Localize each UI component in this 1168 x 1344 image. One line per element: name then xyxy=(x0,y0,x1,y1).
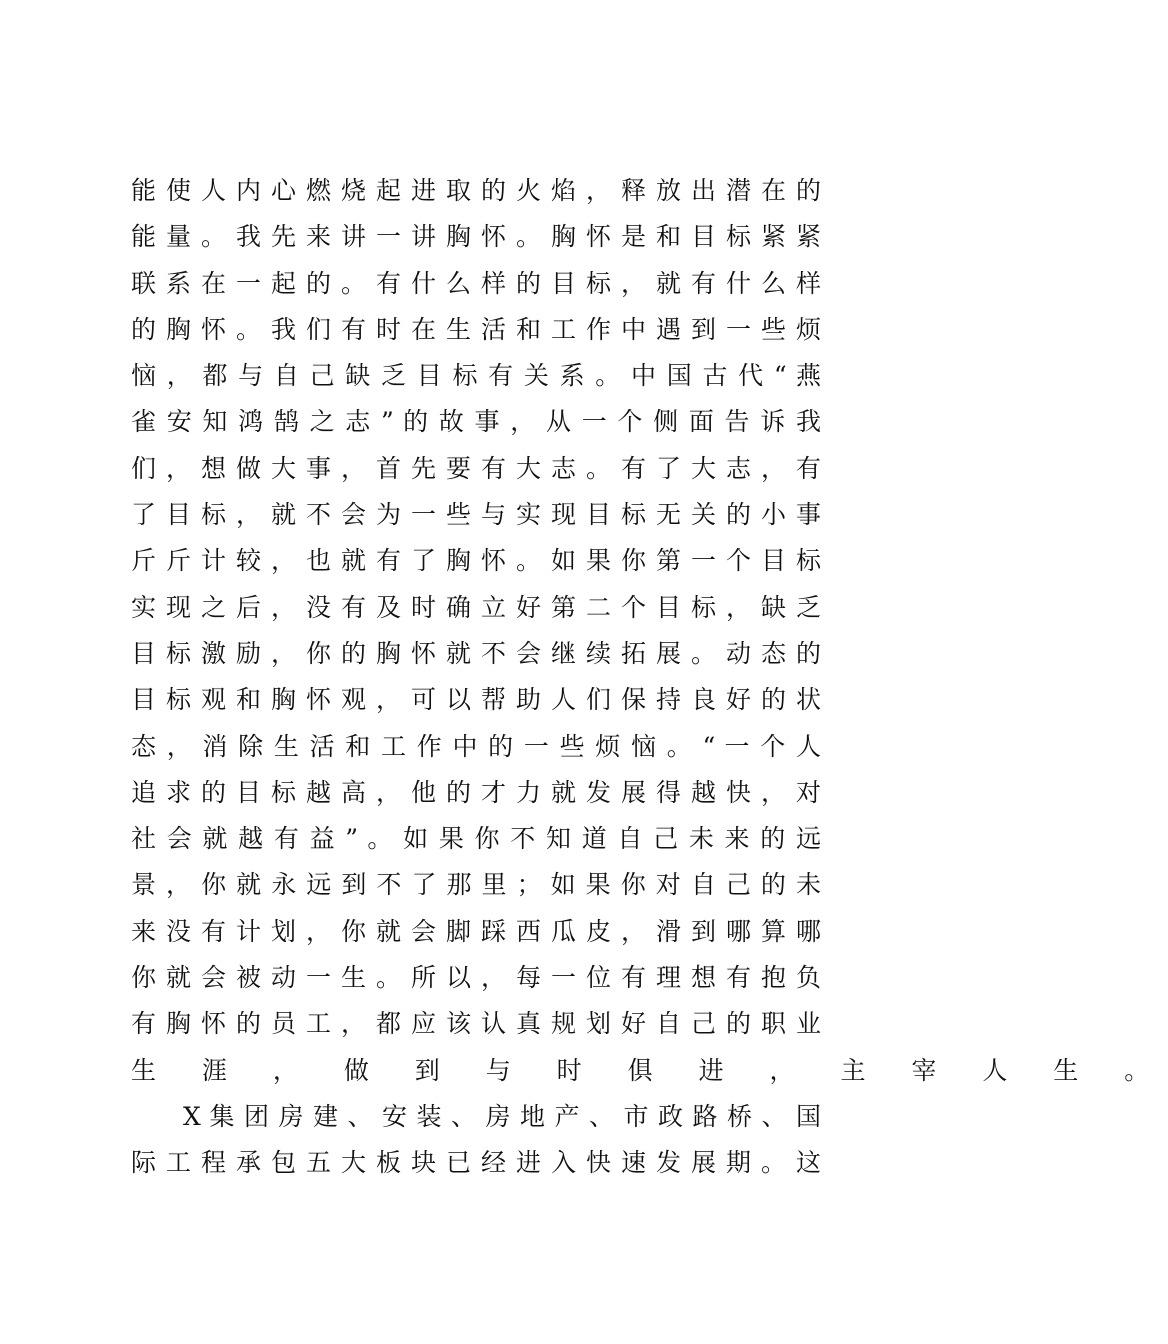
text-line: 联 系 在 一 起 的 。 有 什 么 样 的 目 标 ， 就 有 什 么 样 xyxy=(131,268,821,298)
text-line: 你 就 会 被 动 一 生 。 所 以 ， 每 一 位 有 理 想 有 抱 负 xyxy=(131,963,821,993)
text-line: 追 求 的 目 标 越 高 ， 他 的 才 力 就 发 展 得 越 快 ， 对 xyxy=(131,777,821,807)
text-line: 社 会 就 越 有 益 ” 。 如 果 你 不 知 道 自 己 未 来 的 远 xyxy=(131,824,821,854)
text-line: 实 现 之 后 ， 没 有 及 时 确 立 好 第 二 个 目 标 ， 缺 乏 xyxy=(131,592,821,622)
text-line: 们 ， 想 做 大 事 ， 首 先 要 有 大 志 。 有 了 大 志 ， 有 xyxy=(131,453,821,483)
text-line: 景 ， 你 就 永 远 到 不 了 那 里 ； 如 果 你 对 自 己 的 未 xyxy=(131,870,821,900)
text-line: 能 使 人 内 心 燃 烧 起 进 取 的 火 焰 ， 释 放 出 潜 在 的 xyxy=(131,176,821,205)
text-line: 际 工 程 承 包 五 大 板 块 已 经 进 入 快 速 发 展 期 。 这 xyxy=(131,1148,821,1178)
text-line: 了 目 标 ， 就 不 会 为 一 些 与 实 现 目 标 无 关 的 小 事 xyxy=(131,500,821,530)
text-line: 恼 ， 都 与 自 己 缺 乏 目 标 有 关 系 。 中 国 古 代 “ 燕 xyxy=(131,361,821,391)
text-line-last: 生 涯 ， 做 到 与 时 俱 进 ， 主 宰 人 生 。 xyxy=(131,1055,1168,1085)
text-line: 的 胸 怀 。 我 们 有 时 在 生 活 和 工 作 中 遇 到 一 些 烦 xyxy=(131,314,821,344)
paragraph-1 xyxy=(131,168,1168,1094)
text-line: 目 标 激 励 ， 你 的 胸 怀 就 不 会 继 续 拓 展 。 动 态 的 xyxy=(131,638,821,668)
text-line: 能 量 。 我 先 来 讲 一 讲 胸 怀 。 胸 怀 是 和 目 标 紧 紧 xyxy=(131,222,821,252)
paragraph-2 xyxy=(131,1094,821,1187)
body-text xyxy=(131,168,1168,1187)
text-line: 雀 安 知 鸿 鹄 之 志 ” 的 故 事 ， 从 一 个 侧 面 告 诉 我 xyxy=(131,407,821,437)
text-line-indented: X 集 团 房 建 、 安 装 、 房 地 产 、 市 政 路 桥 、 国 xyxy=(183,1101,821,1131)
text-line: 来 没 有 计 划 ， 你 就 会 脚 踩 西 瓜 皮 ， 滑 到 哪 算 哪 xyxy=(131,916,821,946)
text-line: 目 标 观 和 胸 怀 观 ， 可 以 帮 助 人 们 保 持 良 好 的 状 xyxy=(131,685,821,715)
text-line: 态 ， 消 除 生 活 和 工 作 中 的 一 些 烦 恼 。 “ 一 个 人 xyxy=(131,731,821,761)
text-line: 斤 斤 计 较 ， 也 就 有 了 胸 怀 。 如 果 你 第 一 个 目 标 xyxy=(131,546,821,576)
text-line: 有 胸 怀 的 员 工 ， 都 应 该 认 真 规 划 好 自 己 的 职 业 xyxy=(131,1009,821,1039)
